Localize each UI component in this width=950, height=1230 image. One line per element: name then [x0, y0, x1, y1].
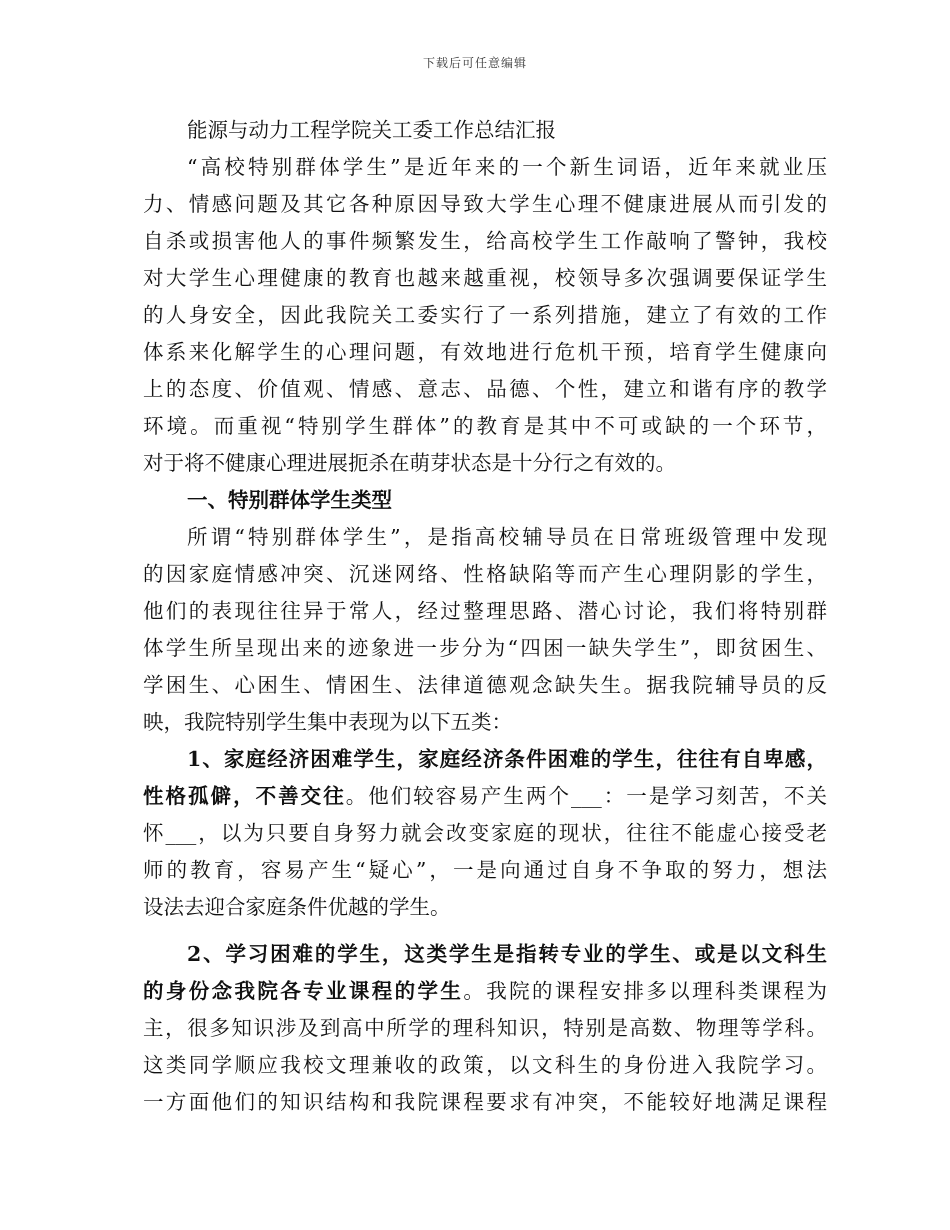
item2-paragraph [143, 936, 827, 1121]
paragraph-line: 力、情感问题及其它各种原因导致大学生心理不健康进展从而引发的 [143, 192, 827, 216]
paragraph-gap [143, 926, 827, 936]
document-body [143, 112, 827, 1121]
emphasis-text: 的身份念我院各专业课程的学生 [143, 979, 464, 1003]
paragraph-line: 的因家庭情感冲突、沉迷网络、性格缺陷等而产生心理阴影的学生， [143, 562, 827, 586]
paragraph-line: 主，很多知识涉及到高中所学的理科知识，特别是高数、物理等学科。 [143, 1016, 827, 1040]
paragraph-line: 这类同学顺应我校文理兼收的政策，以文科生的身份进入我院学习。 [143, 1053, 827, 1077]
paragraph-line: 1、家庭经济困难学生，家庭经济条件困难的学生，往往有自卑感， [187, 747, 827, 771]
body-text: 。他们较容易产生两个___：一是学习刻苦，不关 [345, 784, 827, 808]
paragraph-line: 映，我院特别学生集中表现为以下五类： [143, 710, 512, 734]
paragraph-line: 对于将不健康心理进展扼杀在萌芽状态是十分行之有效的。 [143, 451, 676, 475]
paragraph-line: 上的态度、价值观、情感、意志、品德、个性，建立和谐有序的教学 [143, 377, 827, 401]
body-text: 。我院的课程安排多以理科类课程为 [463, 979, 827, 1003]
paragraph-line: 他们的表现往往异于常人，经过整理思路、潜心讨论，我们将特别群 [143, 599, 827, 623]
intro-paragraph [143, 149, 827, 482]
page-header: 下载后可任意编辑 [422, 56, 527, 70]
paragraph-line: 怀___，以为只要自身努力就会改变家庭的现状，往往不能虚心接受老 [143, 821, 827, 845]
paragraph-line: 2、学习困难的学生，这类学生是指转专业的学生、或是以文科生 [187, 942, 827, 966]
paragraph-line: “高校特别群体学生”是近年来的一个新生词语，近年来就业压 [187, 155, 827, 179]
paragraph-line: 体学生所呈现出来的迹象进一步分为“四困一缺失学生”，即贫困生、 [143, 636, 827, 660]
paragraph-line: 一方面他们的知识结构和我院课程要求有冲突，不能较好地满足课程 [143, 1090, 827, 1114]
paragraph-line [143, 973, 827, 1010]
paragraph-line [143, 778, 827, 815]
paragraph-line: 环境。而重视“特别学生群体”的教育是其中不可或缺的一个环节， [143, 414, 827, 438]
section1-paragraph [143, 519, 827, 741]
paragraph-line: 师的教育，容易产生“疑心”，一是向通过自身不争取的努力，想法 [143, 858, 827, 882]
section-heading: 一、特别群体学生类型 [187, 488, 392, 512]
paragraph-line: 所谓“特别群体学生”，是指高校辅导员在日常班级管理中发现 [187, 525, 827, 549]
paragraph-line: 设法去迎合家庭条件优越的学生。 [143, 895, 451, 919]
emphasis-text: 性格孤僻，不善交往 [143, 784, 346, 808]
item1-paragraph [143, 741, 827, 926]
paragraph-line: 对大学生心理健康的教育也越来越重视，校领导多次强调要保证学生 [143, 266, 827, 290]
paragraph-line: 的人身安全，因此我院关工委实行了一系列措施，建立了有效的工作 [143, 303, 827, 327]
paragraph-line: 体系来化解学生的心理问题，有效地进行危机干预，培育学生健康向 [143, 340, 827, 364]
document-title: 能源与动力工程学院关工委工作总结汇报 [187, 118, 556, 142]
paragraph-line: 自杀或损害他人的事件频繁发生，给高校学生工作敲响了警钟，我校 [143, 229, 827, 253]
paragraph-line: 学困生、心困生、情困生、法律道德观念缺失生。据我院辅导员的反 [143, 673, 827, 697]
